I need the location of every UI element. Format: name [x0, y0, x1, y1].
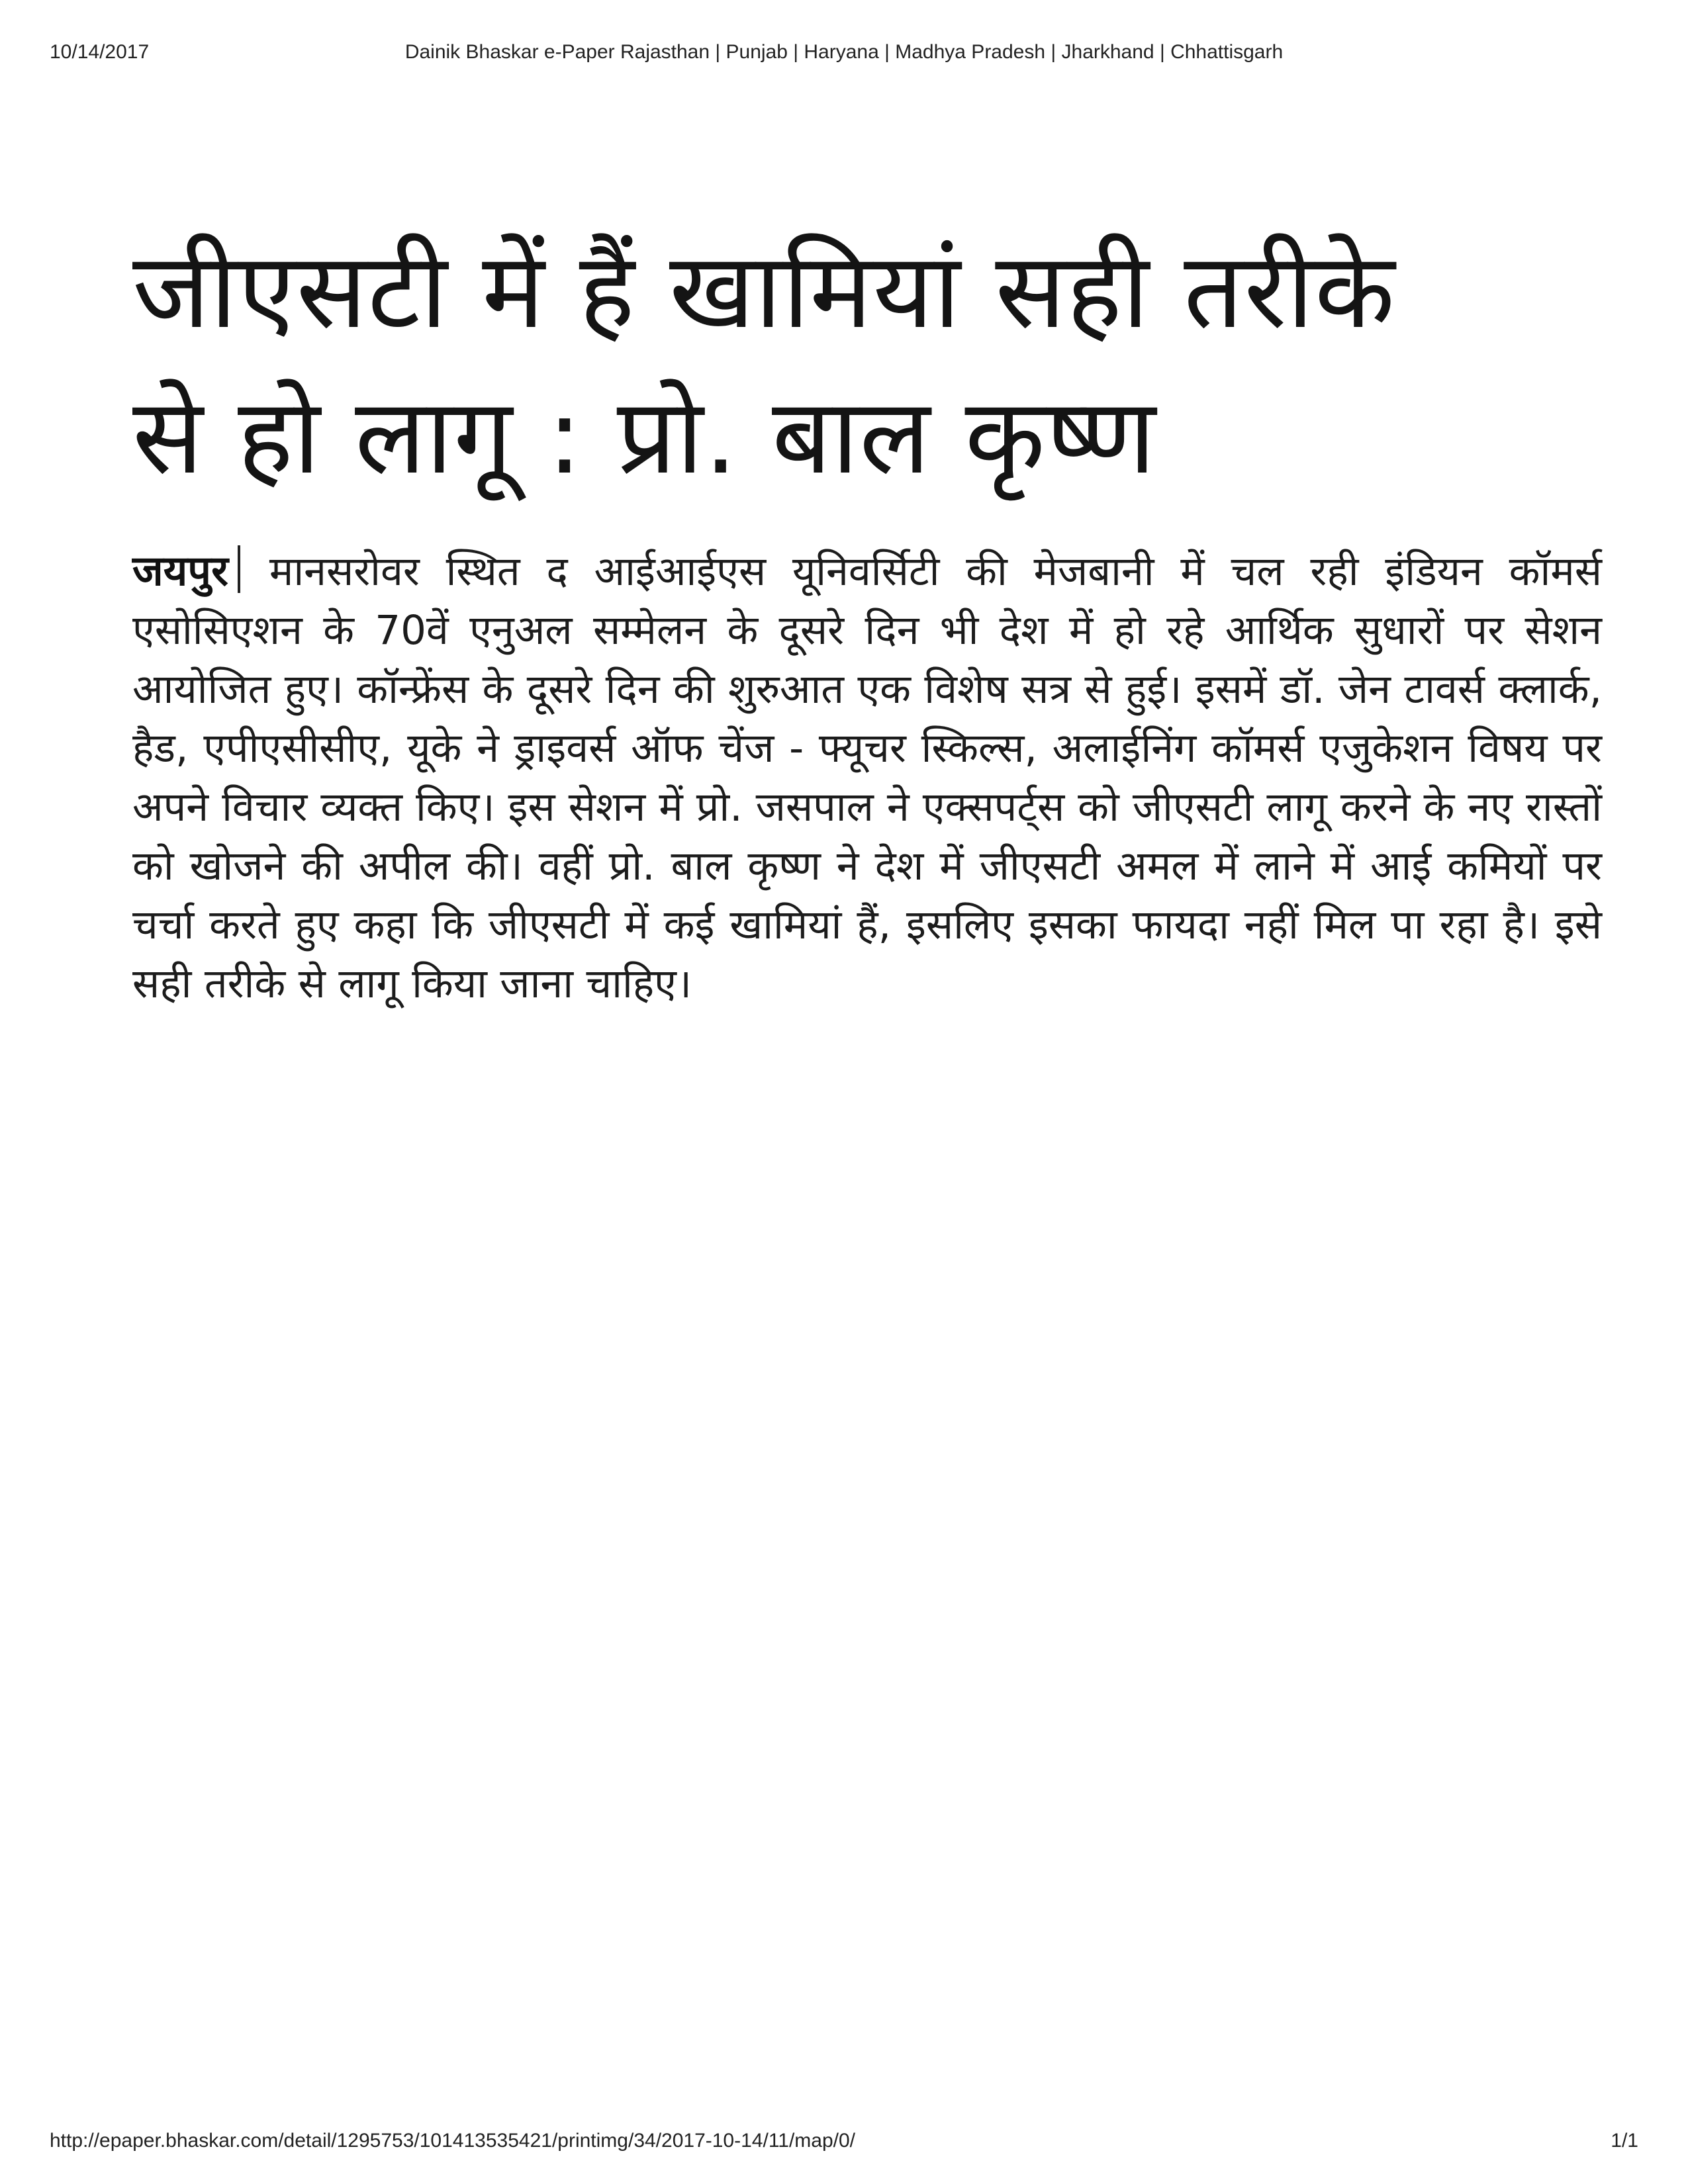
headline-line: जीएसटी में हैं खामियां सही तरीके	[132, 230, 1396, 352]
source-url: http://epaper.bhaskar.com/detail/1295753/101413535421/printimg/34/2017-10-14/11/map/0/	[50, 2130, 856, 2152]
print-footer	[0, 2130, 1688, 2156]
article-body-text: मानसरोवर स्थित द आईआईएस यूनिवर्सिटी की मेजबानी में चल रही इंडियन कॉमर्स एसोसिएशन के 70वें एनुअल सम्मेलन के दूसरे दिन भी देश में हो रहे आर्थिक सुधारों पर सेशन आयोजित हुए। कॉन्फ्रेंस के दूसरे दिन की शुरुआत एक विशेष सत्र से हुई। इसमें डॉ. जेन टावर्स क्लार्क, हैड, एपीएसीसीए, यूके ने ड्राइवर्स ऑफ चेंज - फ्यूचर स्किल्स, अलाईनिंग कॉमर्स एजुकेशन विषय पर अपने विचार व्यक्त किए। इस सेशन में प्रो. जसपाल ने एक्सपर्ट्स को जीएसटी लागू करने के नए रास्तों को खोजने की अपील की। वहीं प्रो. बाल कृष्ण ने देश में जीएसटी अमल में लाने में आई कमियों पर चर्चा करते हुए कहा कि जीएसटी में कई खामियां हैं, इसलिए इसका फायदा नहीं मिल पा रहा है। इसे सही तरीके से लागू किया जाना चाहिए।	[132, 548, 1602, 1007]
article-body	[132, 541, 1602, 1013]
headline-line: से हो लागू : प्रो. बाल कृष्ण	[132, 376, 1156, 498]
article-dateline: जयपुर	[132, 547, 228, 595]
print-date: 10/14/2017	[50, 41, 150, 63]
print-page-title: Dainik Bhaskar e-Paper Rajasthan | Punjab | Haryana | Madhya Pradesh | Jharkhand | Chhattisgarh	[404, 41, 1284, 63]
article-headline	[132, 218, 1602, 510]
dateline-divider	[238, 545, 240, 593]
print-header	[0, 41, 1688, 68]
page-number: 1/1	[1611, 2130, 1638, 2152]
news-clipping	[132, 218, 1602, 1054]
